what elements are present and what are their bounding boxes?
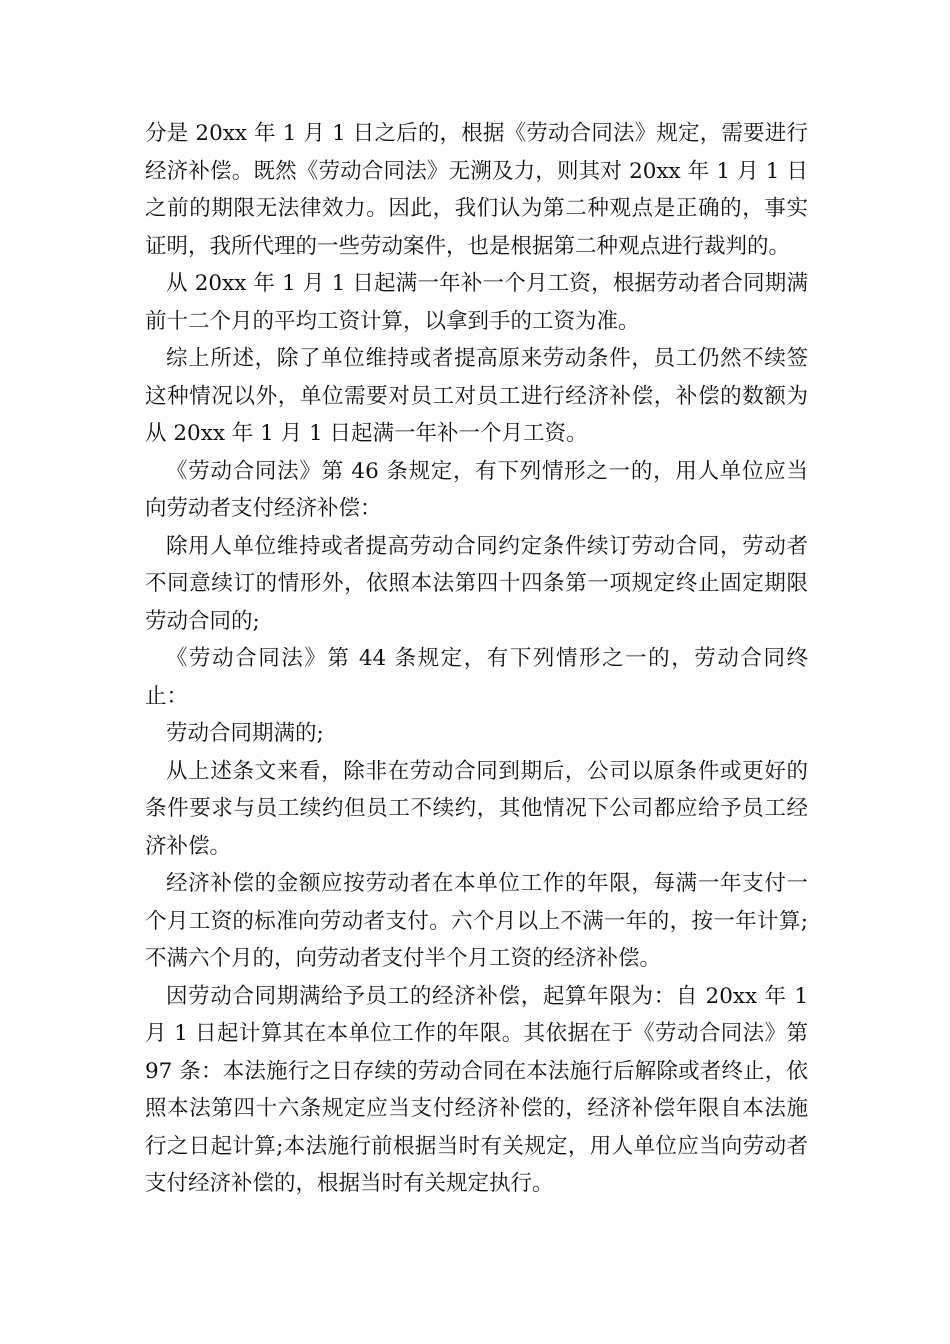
paragraph: 因劳动合同期满给予员工的经济补偿，起算年限为：自 20xx 年 1 月 1 日起计算其在本单位工作的年限。其依据在于《劳动合同法》第 97 条：本法施行之日存续的劳动合同在本法施行后解除或者终止，依照本法第四十六条规定应当支付经济补偿的，经济补偿年限自本法施行之日起计算;本法施行前根据当时有关规定，用人单位应当向劳动者支付经济补偿的，根据当时有关规定执行。 xyxy=(145,983,808,1196)
paragraph: 从 20xx 年 1 月 1 日起满一年补一个月工资，根据劳动者合同期满前十二个月的平均工资计算，以拿到手的工资为准。 xyxy=(145,271,808,334)
paragraph: 《劳动合同法》第 44 条规定，有下列情形之一的，劳动合同终止： xyxy=(145,646,808,709)
paragraph: 劳动合同期满的; xyxy=(166,721,324,746)
paragraph: 《劳动合同法》第 46 条规定，有下列情形之一的，用人单位应当向劳动者支付经济补偿： xyxy=(145,458,808,521)
paragraph-continuation: 分是 20xx 年 1 月 1 日之后的，根据《劳动合同法》规定，需要进行经济补偿。既然《劳动合同法》无溯及力，则其对 20xx 年 1 月 1 日之前的期限无法律效力。因此，我们认为第二种观点是正确的，事实证明，我所代理的一些劳动案件，也是根据第二种观点进行裁判的。 xyxy=(145,121,808,259)
paragraph: 综上所述，除了单位维持或者提高原来劳动条件，员工仍然不续签这种情况以外，单位需要对员工对员工进行经济补偿，补偿的数额为从 20xx 年 1 月 1 日起满一年补一个月工资。 xyxy=(145,346,808,446)
paragraph: 经济补偿的金额应按劳动者在本单位工作的年限，每满一年支付一个月工资的标准向劳动者支付。六个月以上不满一年的，按一年计算;不满六个月的，向劳动者支付半个月工资的经济补偿。 xyxy=(145,871,808,971)
paragraph: 除用人单位维持或者提高劳动合同约定条件续订劳动合同，劳动者不同意续订的情形外，依照本法第四十四条第一项规定终止固定期限劳动合同的; xyxy=(145,533,808,634)
document-body xyxy=(145,115,808,1203)
paragraph: 从上述条文来看，除非在劳动合同到期后，公司以原条件或更好的条件要求与员工续约但员工不续约，其他情况下公司都应给予员工经济补偿。 xyxy=(145,758,808,859)
